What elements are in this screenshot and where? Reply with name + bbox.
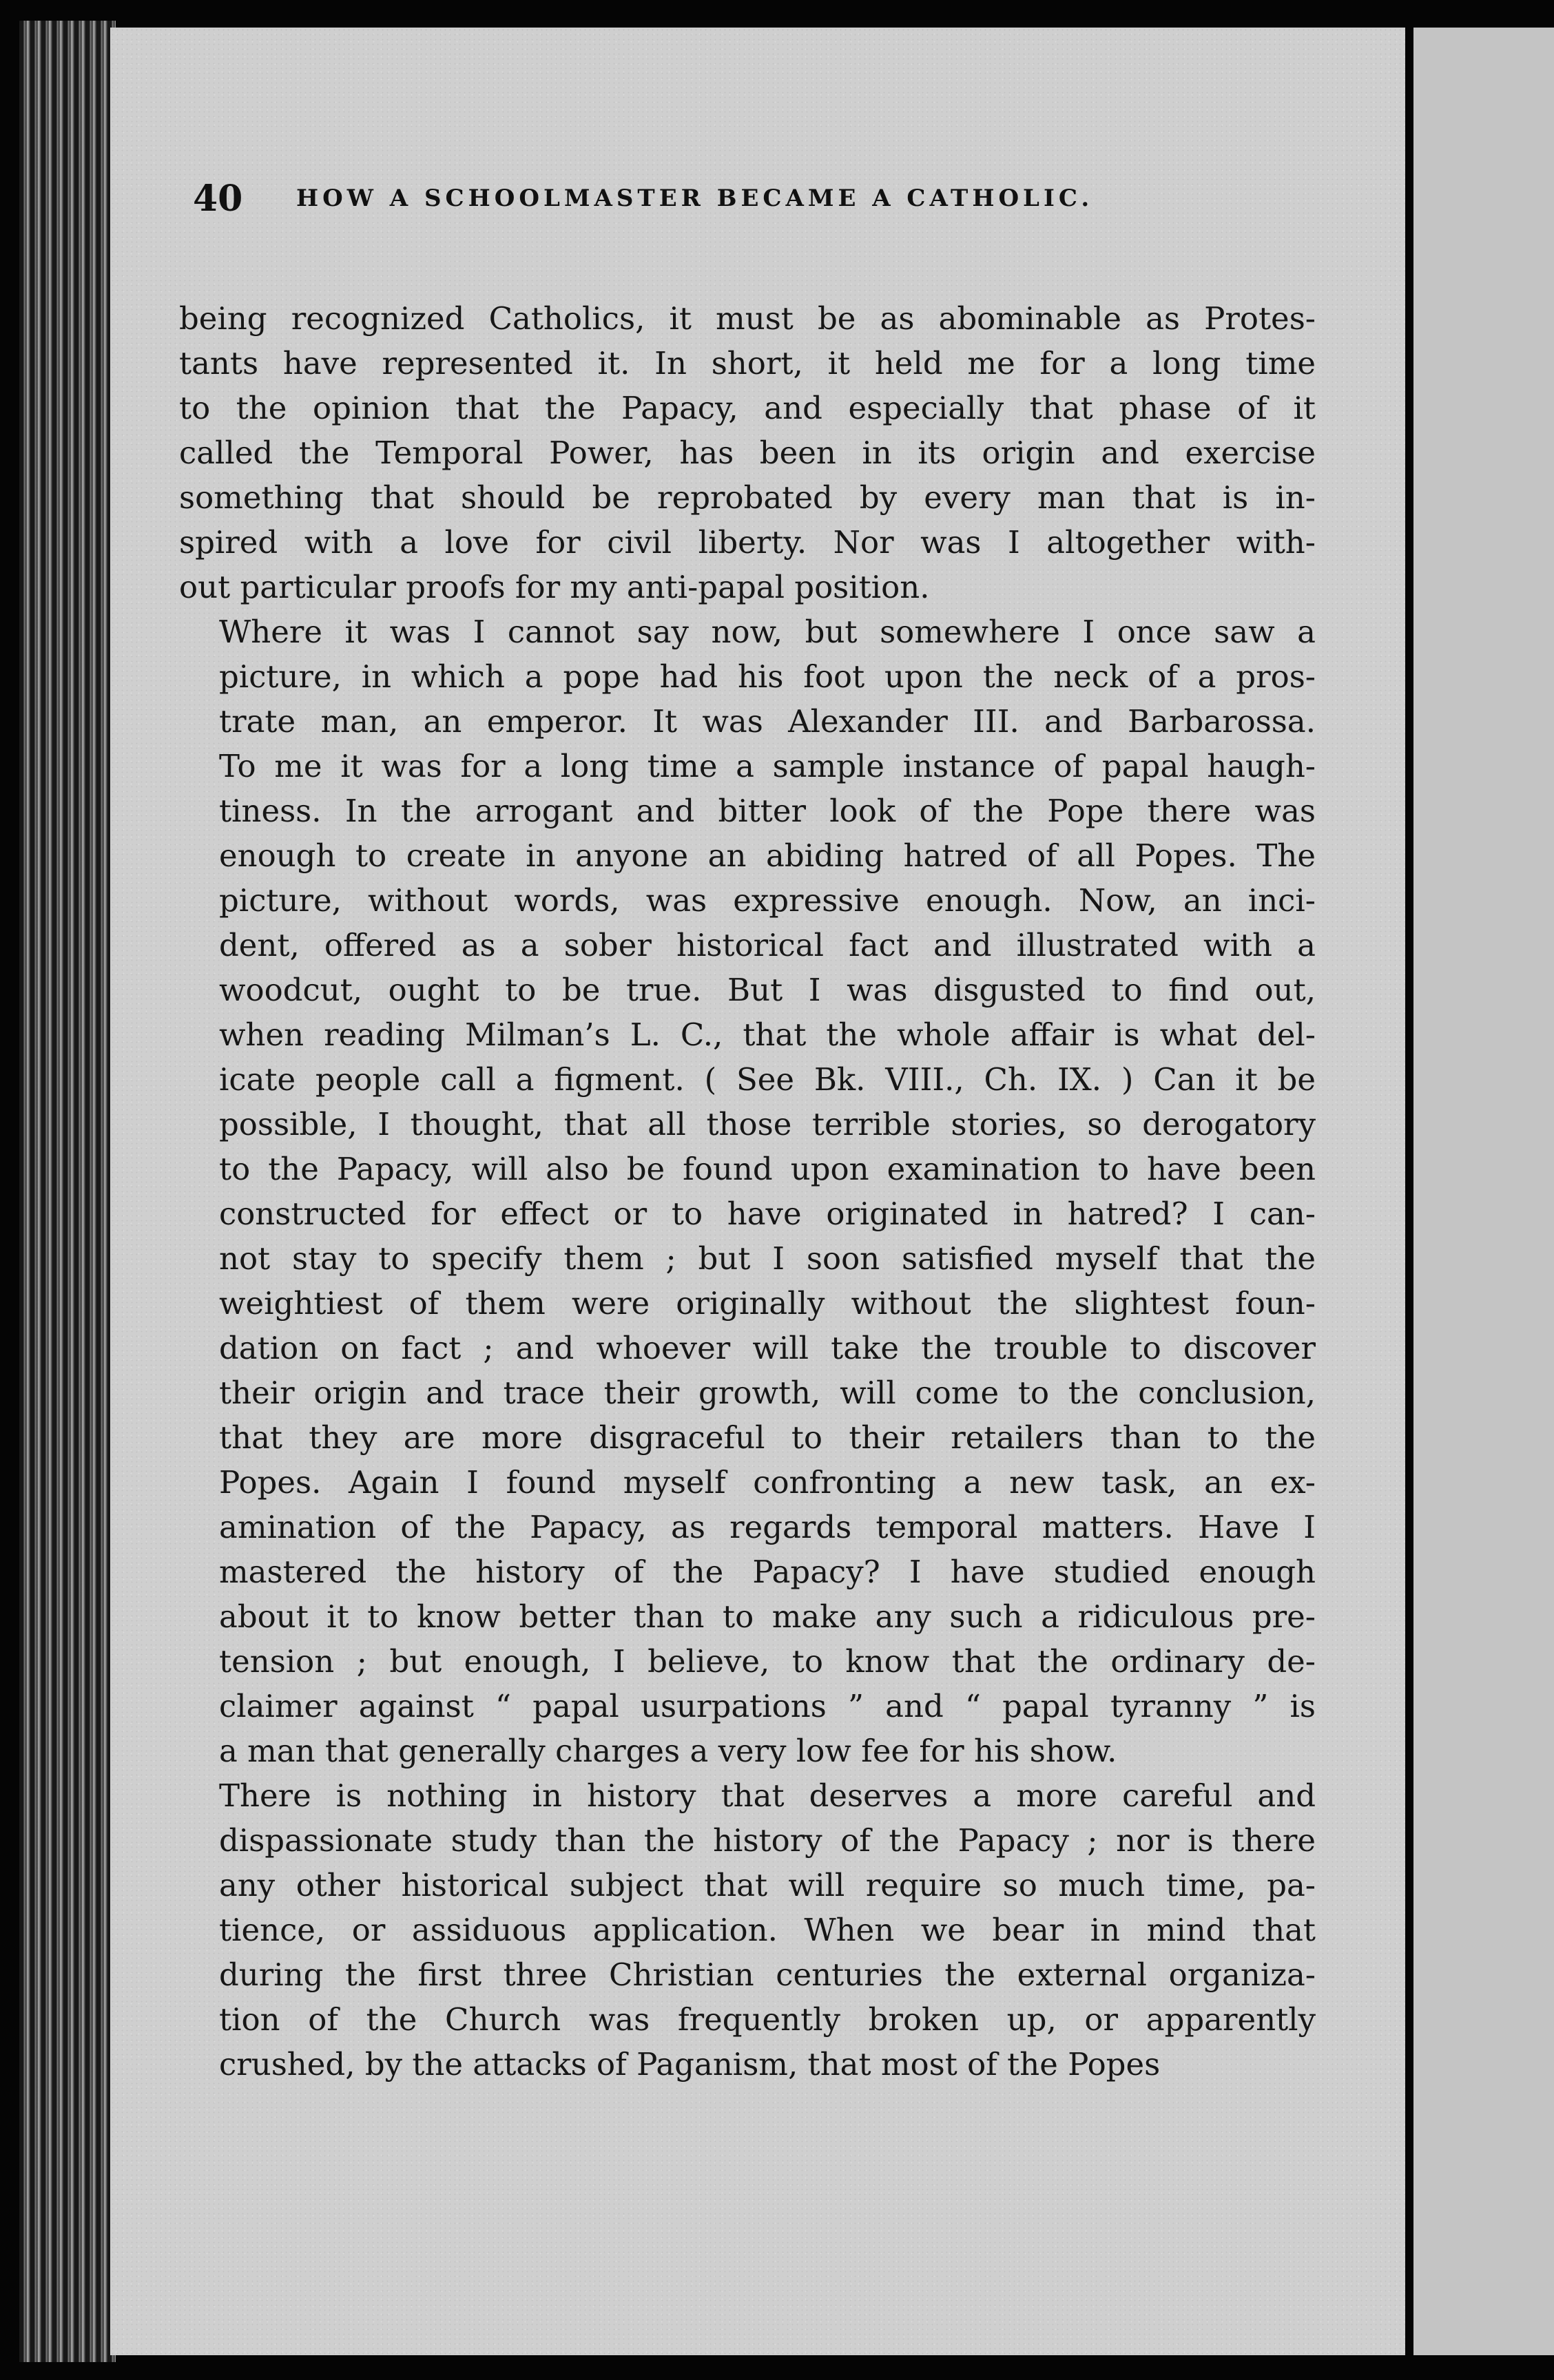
text-line: tion of the Church was frequently broken up, or apparently <box>219 2001 1316 2038</box>
text-line: Popes. Again I found myself confronting a new task, an ex- <box>219 1464 1316 1501</box>
text-line: to the opinion that the Papacy, and especially that phase of it <box>179 390 1316 426</box>
text-line: dation on fact ; and whoever will take the trouble to discover <box>219 1330 1316 1366</box>
text-line: woodcut, ought to be true. But I was disgusted to find out, <box>219 972 1316 1008</box>
text-line: any other historical subject that will require so much time, pa- <box>219 1867 1316 1903</box>
text-line: crushed, by the attacks of Paganism, that most of the Popes <box>219 2046 1161 2082</box>
paragraph <box>179 296 1316 609</box>
text-line: about it to know better than to make any such a ridiculous pre- <box>219 1598 1316 1635</box>
text-line: tiness. In the arrogant and bitter look of the Pope there was <box>219 793 1316 829</box>
body-text <box>179 296 1316 2087</box>
text-line: their origin and trace their growth, will come to the conclusion, <box>219 1375 1316 1411</box>
text-line: something that should be reprobated by every man that is in- <box>179 479 1316 516</box>
book-page <box>110 28 1405 2355</box>
text-line: dispassionate study than the history of the Papacy ; nor is there <box>219 1822 1316 1859</box>
book-spine <box>19 21 116 2362</box>
text-line: mastered the history of the Papacy? I have studied enough <box>219 1554 1316 1590</box>
text-line: a man that generally charges a very low fee for his show. <box>219 1733 1117 1769</box>
text-line: To me it was for a long time a sample instance of papal haugh- <box>219 748 1316 784</box>
text-line: amination of the Papacy, as regards temporal matters. Have I <box>219 1509 1316 1545</box>
text-line: enough to create in anyone an abiding hatred of all Popes. The <box>219 837 1316 874</box>
text-line: tience, or assiduous application. When we bear in mind that <box>219 1912 1316 1948</box>
text-line: being recognized Catholics, it must be as abominable as Protes- <box>179 300 1316 337</box>
text-line: icate people call a figment. ( See Bk. VIII., Ch. IX. ) Can it be <box>219 1061 1316 1098</box>
text-line: picture, without words, was expressive enough. Now, an inci- <box>219 882 1316 919</box>
text-line: tants have represented it. In short, it held me for a long time <box>179 345 1316 382</box>
text-line: weightiest of them were originally without the slightest foun- <box>219 1285 1316 1322</box>
next-page-edge <box>1413 28 1554 2355</box>
text-line: not stay to specify them ; but I soon satisfied myself that the <box>219 1240 1316 1277</box>
paragraph <box>179 609 1316 1773</box>
page-number: 40 <box>193 178 243 220</box>
text-line: to the Papacy, will also be found upon examination to have been <box>219 1151 1316 1187</box>
text-line: claimer against “ papal usurpations ” and “ papal tyranny ” is <box>219 1688 1316 1724</box>
text-line: picture, in which a pope had his foot upon the neck of a pros- <box>219 658 1316 695</box>
text-line: dent, offered as a sober historical fact and illustrated with a <box>219 927 1316 963</box>
text-line: when reading Milman’s L. C., that the whole affair is what del- <box>219 1016 1316 1053</box>
text-line: out particular proofs for my anti-papal position. <box>179 569 930 605</box>
text-line: constructed for effect or to have originated in hatred? I can- <box>219 1196 1316 1232</box>
text-line: Where it was I cannot say now, but somewhere I once saw a <box>219 614 1316 650</box>
text-line: during the first three Christian centuries the external organiza- <box>219 1956 1316 1993</box>
running-head: HOW A SCHOOLMASTER BECAME A CATHOLIC. <box>296 185 1094 212</box>
text-line: trate man, an emperor. It was Alexander III. and Barbarossa. <box>219 703 1316 740</box>
page-header <box>193 178 1364 233</box>
text-line: called the Temporal Power, has been in its origin and exercise <box>179 435 1316 471</box>
paragraph <box>179 1773 1316 2087</box>
text-line: There is nothing in history that deserves a more careful and <box>219 1777 1316 1814</box>
text-line: tension ; but enough, I believe, to know that the ordinary de- <box>219 1643 1316 1680</box>
text-line: that they are more disgraceful to their retailers than to the <box>219 1419 1316 1456</box>
text-line: possible, I thought, that all those terrible stories, so derogatory <box>219 1106 1316 1142</box>
text-line: spired with a love for civil liberty. Nor was I altogether with- <box>179 524 1316 561</box>
